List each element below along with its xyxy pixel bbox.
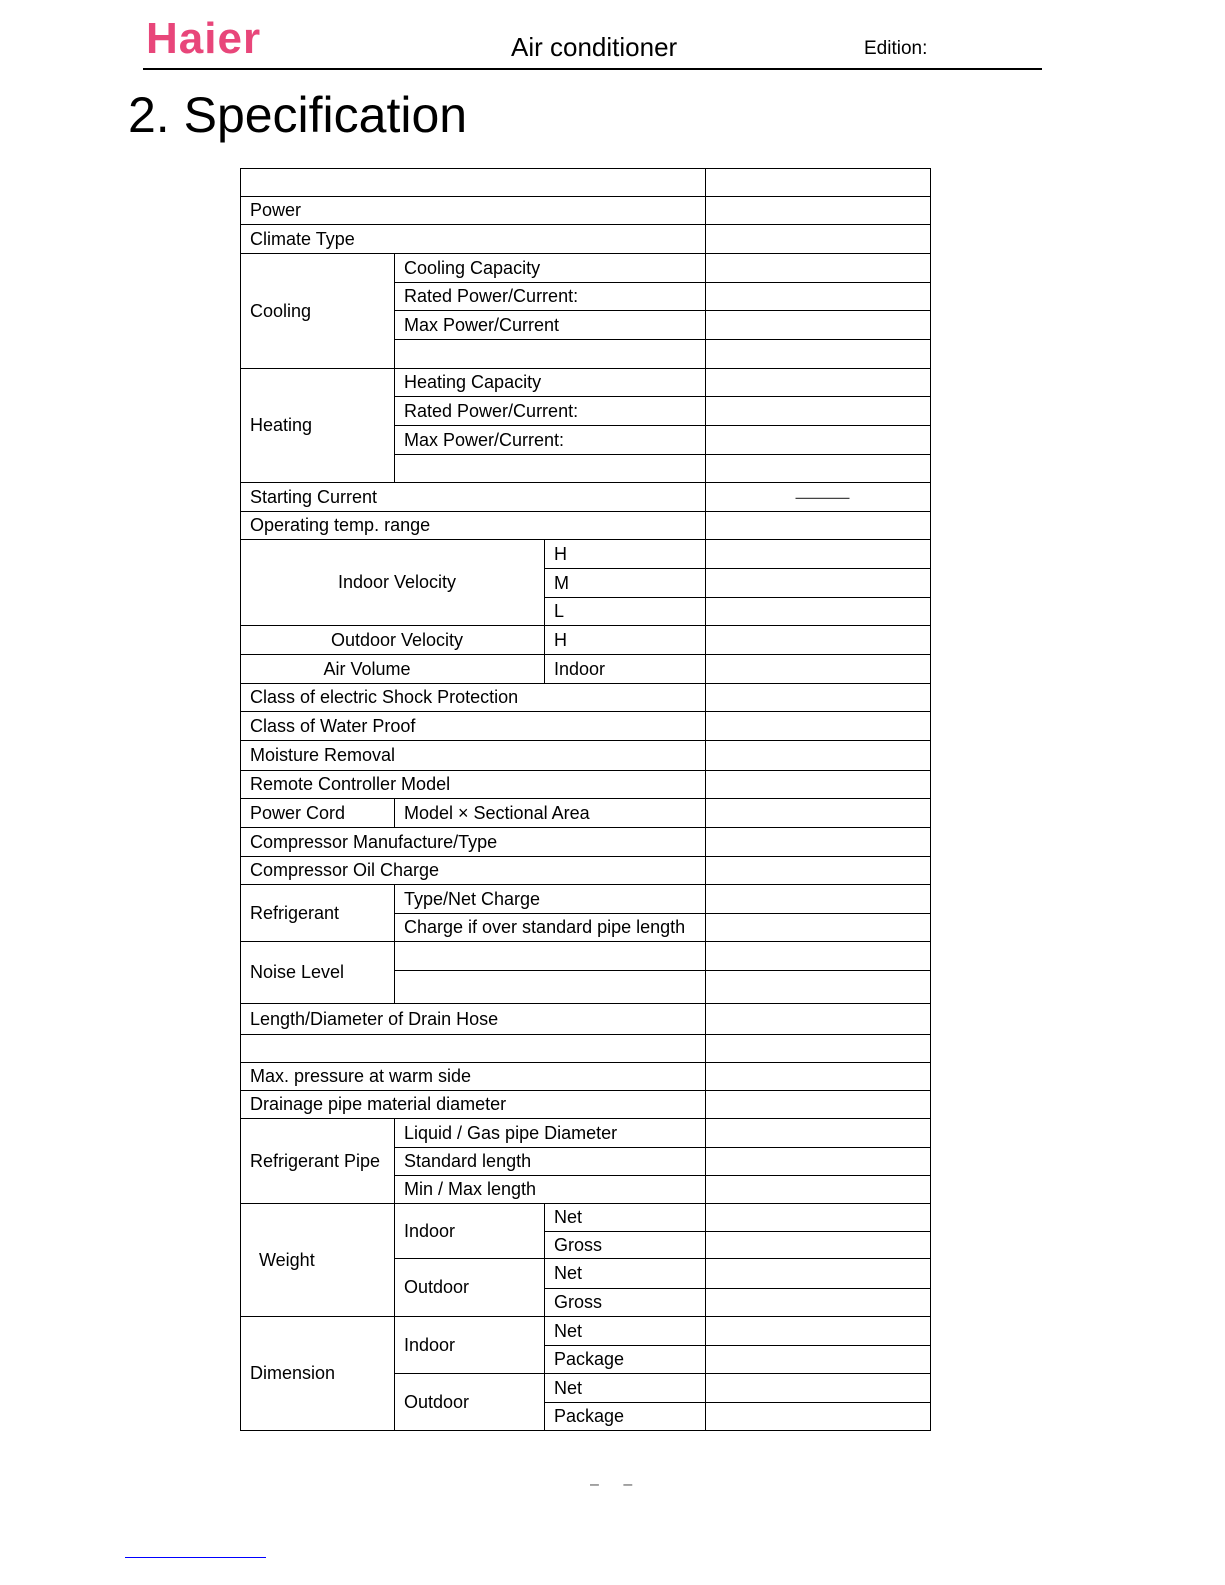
value-cell <box>706 914 931 942</box>
table-row <box>241 684 931 712</box>
value-cell: ——— <box>706 483 931 512</box>
label-cell: Power <box>241 197 706 225</box>
value-cell <box>706 1148 931 1176</box>
table-row <box>241 225 931 254</box>
value-cell <box>706 1004 931 1035</box>
label-cell: Remote Controller Model <box>241 771 706 799</box>
label-cell: H <box>545 540 706 569</box>
table-row <box>241 540 931 569</box>
label-cell: Model × Sectional Area <box>395 799 706 828</box>
table-row <box>241 741 931 771</box>
table-row <box>241 197 931 225</box>
value-cell <box>706 1204 931 1232</box>
label-cell: Standard length <box>395 1148 706 1176</box>
label-cell <box>395 942 706 971</box>
label-cell: Drainage pipe material diameter <box>241 1091 706 1119</box>
label-cell: Package <box>545 1346 706 1374</box>
value-cell <box>706 254 931 283</box>
specification-table <box>240 168 931 1431</box>
label-cell: Net <box>545 1317 706 1346</box>
group-label: Cooling <box>241 254 395 369</box>
label-cell: Max. pressure at warm side <box>241 1063 706 1091</box>
label-cell <box>395 340 706 369</box>
group-label: Dimension <box>241 1317 395 1431</box>
label-cell: Length/Diameter of Drain Hose <box>241 1004 706 1035</box>
table-row <box>241 771 931 799</box>
value-cell <box>706 741 931 771</box>
label-cell: Max Power/Current: <box>395 426 706 455</box>
group-label: Refrigerant <box>241 885 395 942</box>
label-cell: Gross <box>545 1232 706 1259</box>
page-footer: – – <box>590 1476 633 1493</box>
value-cell <box>706 512 931 540</box>
label-cell: Compressor Manufacture/Type <box>241 828 706 857</box>
value-cell <box>706 1289 931 1317</box>
value-cell <box>706 283 931 311</box>
sub-group-label: Outdoor <box>395 1374 545 1431</box>
table-row <box>241 799 931 828</box>
label-cell <box>395 971 706 1004</box>
label-cell: Type/Net Charge <box>395 885 706 914</box>
value-cell <box>706 369 931 397</box>
table-row <box>241 626 931 655</box>
group-label: Indoor Velocity <box>241 540 545 626</box>
label-cell: Rated Power/Current: <box>395 397 706 426</box>
label-cell <box>241 1035 706 1063</box>
value-cell <box>706 311 931 340</box>
value-cell <box>706 569 931 598</box>
edition-label: Edition: <box>864 38 928 59</box>
label-cell: Cooling Capacity <box>395 254 706 283</box>
value-cell <box>706 885 931 914</box>
label-cell: Indoor <box>545 655 706 684</box>
group-label: Outdoor Velocity <box>241 626 545 655</box>
label-cell: Operating temp. range <box>241 512 706 540</box>
table-row <box>241 369 931 397</box>
table-row <box>241 712 931 741</box>
label-cell: Net <box>545 1204 706 1232</box>
label-cell: Net <box>545 1374 706 1403</box>
value-cell <box>706 771 931 799</box>
value-cell <box>706 340 931 369</box>
group-label: Refrigerant Pipe <box>241 1119 395 1204</box>
haier-logo: Haier <box>146 14 262 63</box>
label-cell: Liquid / Gas pipe Diameter <box>395 1119 706 1148</box>
value-cell <box>706 1176 931 1204</box>
value-cell <box>706 857 931 885</box>
value-cell <box>706 225 931 254</box>
label-cell: Min / Max length <box>395 1176 706 1204</box>
value-cell <box>706 828 931 857</box>
value-cell <box>706 426 931 455</box>
value-cell <box>706 540 931 569</box>
header-rule <box>143 68 1042 70</box>
value-cell <box>706 1063 931 1091</box>
document-title: Air conditioner <box>511 32 678 62</box>
value-cell <box>706 712 931 741</box>
table-row <box>241 1004 931 1035</box>
value-cell <box>706 1374 931 1403</box>
value-cell <box>706 971 931 1004</box>
label-cell <box>241 169 706 197</box>
label-cell: Climate Type <box>241 225 706 254</box>
label-cell: L <box>545 598 706 626</box>
table-row <box>241 655 931 684</box>
group-label: Power Cord <box>241 799 395 828</box>
label-cell: Charge if over standard pipe length <box>395 914 706 942</box>
table-row <box>241 1035 931 1063</box>
value-cell <box>706 1091 931 1119</box>
label-cell: H <box>545 626 706 655</box>
value-cell <box>706 1035 931 1063</box>
table-row <box>241 828 931 857</box>
value-cell <box>706 169 931 197</box>
value-cell <box>706 1317 931 1346</box>
value-cell <box>706 397 931 426</box>
group-label: Heating <box>241 369 395 483</box>
sub-group-label: Indoor <box>395 1204 545 1259</box>
section-heading: 2. Specification <box>128 87 468 143</box>
value-cell <box>706 799 931 828</box>
label-cell: Net <box>545 1259 706 1289</box>
value-cell <box>706 626 931 655</box>
label-cell: Class of electric Shock Protection <box>241 684 706 712</box>
label-cell: Max Power/Current <box>395 311 706 340</box>
table-row <box>241 483 931 512</box>
label-cell: Starting Current <box>241 483 706 512</box>
table-row <box>241 1063 931 1091</box>
table-row <box>241 1119 931 1148</box>
value-cell <box>706 1259 931 1289</box>
value-cell <box>706 1119 931 1148</box>
label-cell: M <box>545 569 706 598</box>
table-row <box>241 885 931 914</box>
group-label: Noise Level <box>241 942 395 1004</box>
link-underline[interactable] <box>125 1557 266 1558</box>
sub-group-label: Outdoor <box>395 1259 545 1317</box>
label-cell: Class of Water Proof <box>241 712 706 741</box>
sub-group-label: Indoor <box>395 1317 545 1374</box>
group-label: Weight <box>241 1204 395 1317</box>
label-cell: Moisture Removal <box>241 741 706 771</box>
group-label: Air Volume <box>241 655 545 684</box>
value-cell <box>706 455 931 483</box>
value-cell <box>706 1232 931 1259</box>
value-cell <box>706 942 931 971</box>
table-row <box>241 857 931 885</box>
value-cell <box>706 1346 931 1374</box>
table-row <box>241 1204 931 1232</box>
table-row <box>241 1091 931 1119</box>
value-cell <box>706 655 931 684</box>
label-cell: Compressor Oil Charge <box>241 857 706 885</box>
table-row <box>241 512 931 540</box>
label-cell: Rated Power/Current: <box>395 283 706 311</box>
value-cell <box>706 1403 931 1431</box>
value-cell <box>706 197 931 225</box>
value-cell <box>706 598 931 626</box>
label-cell: Heating Capacity <box>395 369 706 397</box>
value-cell <box>706 684 931 712</box>
label-cell <box>395 455 706 483</box>
table-row <box>241 942 931 971</box>
label-cell: Gross <box>545 1289 706 1317</box>
table-row <box>241 169 931 197</box>
table-row <box>241 254 931 283</box>
table-row <box>241 1317 931 1346</box>
label-cell: Package <box>545 1403 706 1431</box>
